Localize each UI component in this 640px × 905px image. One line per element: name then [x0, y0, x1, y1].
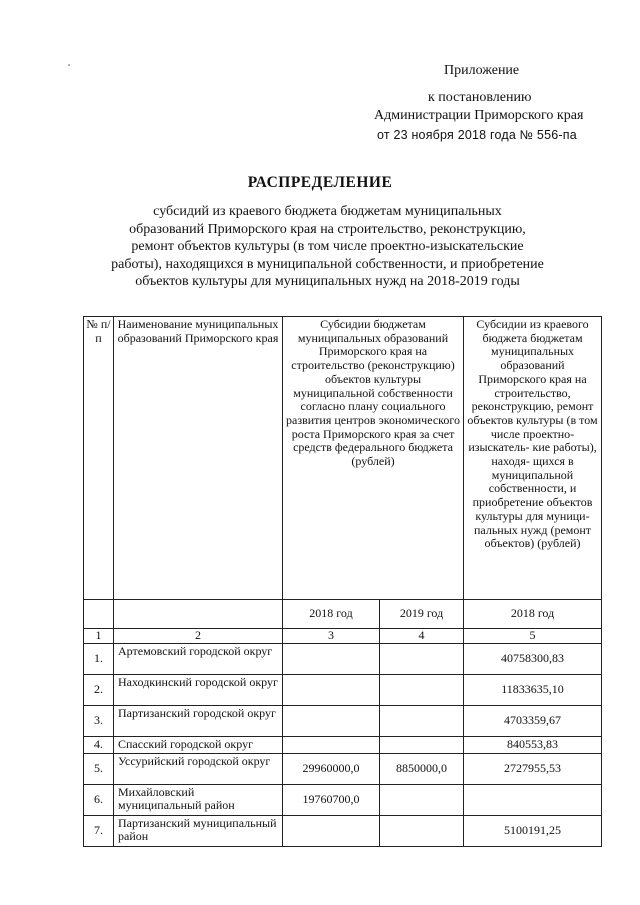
distribution-table [83, 316, 602, 847]
header-municipality: Наименование муниципальных образований Приморского края [114, 317, 283, 600]
table-header-row [84, 317, 602, 600]
subtitle-line: ремонт объектов культуры (в том числе проектно-изыскательские [131, 239, 524, 255]
col-index: 3 [283, 629, 380, 644]
row-municipality: Находкинский городской округ [114, 675, 283, 706]
row-federal-2018: 19760700,0 [283, 784, 380, 815]
table-row [84, 737, 602, 754]
row-municipality: Спасский городской округ [114, 737, 283, 754]
subtitle-line: работы), находящихся в муниципальной собственности, и приобретение [111, 256, 544, 272]
row-regional-2018 [464, 784, 602, 815]
row-number: 2. [84, 675, 114, 706]
table-row [84, 753, 602, 784]
subtitle-line: субсидий из краевого бюджета бюджетам муниципальных [153, 204, 502, 219]
row-number: 7. [84, 815, 114, 846]
table-row [84, 675, 602, 706]
year-2018-regional: 2018 год [464, 600, 602, 629]
col-index: 4 [380, 629, 464, 644]
col-index: 2 [114, 629, 283, 644]
col-index: 5 [464, 629, 602, 644]
year-2018-federal: 2018 год [283, 600, 380, 629]
row-regional-2018: 5100191,25 [464, 815, 602, 846]
row-number: 4. [84, 737, 114, 754]
speck [68, 64, 70, 66]
row-regional-2018: 2727955,53 [464, 753, 602, 784]
row-federal-2019 [380, 706, 464, 737]
col-index: 1 [84, 629, 114, 644]
document-title: РАСПРЕДЕЛЕНИЕ [247, 174, 393, 191]
row-federal-2019 [380, 815, 464, 846]
appendix-line-4: от 23 ноября 2018 года № 556-па [377, 128, 577, 142]
row-municipality: Уссурийский городской округ [114, 753, 283, 784]
row-federal-2019 [380, 675, 464, 706]
table-row [84, 706, 602, 737]
row-federal-2018 [283, 706, 380, 737]
subtitle-line: объектов культуры для муниципальных нужд на 2018-2019 годы [135, 274, 520, 290]
header-federal-subsidy: Субсидии бюджетам муниципальных образований Приморского края на строительство (реконструкцию) объектов культуры муниципальной собственности согласно плану социального развития центров экономического роста Приморского края за счет средств федерального бюджета (рублей) [283, 317, 464, 600]
row-municipality: Партизанский муниципальный район [114, 815, 283, 846]
appendix-line-2: к постановлению [428, 90, 532, 105]
row-federal-2018 [283, 675, 380, 706]
row-federal-2019 [380, 644, 464, 675]
appendix-line-1: Приложение [444, 63, 520, 78]
row-regional-2018: 11833635,10 [464, 675, 602, 706]
row-federal-2018: 29960000,0 [283, 753, 380, 784]
table-row [84, 644, 602, 675]
header-regional-subsidy: Субсидии из краевого бюджета бюджетам муниципальных образований Приморского края на строительство, реконструкцию, ремонт объектов культуры (в том числе проектно-изыскатель- кие работы), находя- щихся в муниципальной собственности, и приобретение объектов культуры для муници- пальных нужд (ремонт объектов) (рублей) [464, 317, 602, 600]
document-subtitle [100, 203, 555, 291]
row-number: 6. [84, 784, 114, 815]
empty-cell [114, 600, 283, 629]
empty-cell [84, 600, 114, 629]
row-regional-2018: 4703359,67 [464, 706, 602, 737]
appendix-line-3: Администрации Приморского края [374, 108, 584, 123]
row-number: 3. [84, 706, 114, 737]
table-year-row [84, 600, 602, 629]
row-municipality: Партизанский городской округ [114, 706, 283, 737]
table-index-row [84, 629, 602, 644]
subtitle-line: образований Приморского края на строительство, реконструкцию, [129, 221, 526, 237]
row-regional-2018: 40758300,83 [464, 644, 602, 675]
table-row [84, 784, 602, 815]
table-row [84, 815, 602, 846]
row-federal-2019 [380, 737, 464, 754]
row-federal-2019: 8850000,0 [380, 753, 464, 784]
row-federal-2018 [283, 737, 380, 754]
row-number: 1. [84, 644, 114, 675]
row-municipality: Артемовский городской округ [114, 644, 283, 675]
row-number: 5. [84, 753, 114, 784]
row-federal-2018 [283, 644, 380, 675]
row-federal-2018 [283, 815, 380, 846]
row-municipality: Михайловский муниципальный район [114, 784, 283, 815]
header-number: № п/п [84, 317, 114, 600]
year-2019-federal: 2019 год [380, 600, 464, 629]
row-regional-2018: 840553,83 [464, 737, 602, 754]
row-federal-2019 [380, 784, 464, 815]
